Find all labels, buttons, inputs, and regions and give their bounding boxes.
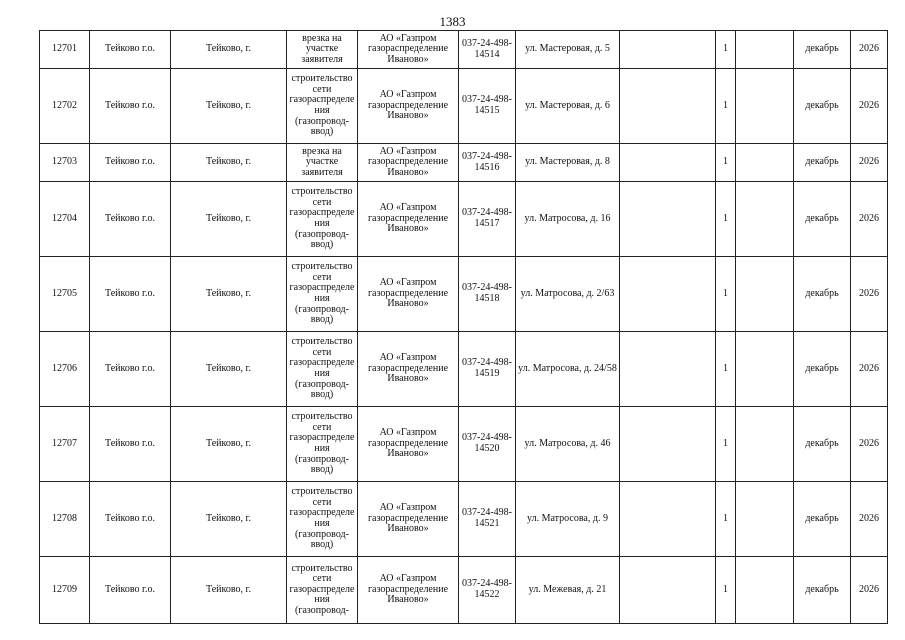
- organization-cell: АО «Газпром газораспределение Иваново»: [358, 31, 459, 69]
- organization-cell: АО «Газпром газораспределение Иваново»: [358, 407, 459, 482]
- page-number: 1383: [439, 14, 466, 29]
- empty-cell: [736, 31, 794, 69]
- empty-cell: [736, 407, 794, 482]
- table-row: [40, 332, 888, 407]
- empty-cell: [620, 332, 716, 407]
- address-cell: ул. Матросова, д. 9: [516, 482, 620, 557]
- month-cell: декабрь: [794, 69, 851, 144]
- locality-cell: Тейково, г.: [171, 144, 287, 182]
- table-row: [40, 482, 888, 557]
- quantity-cell: 1: [716, 69, 736, 144]
- district-cell: Тейково г.о.: [90, 31, 171, 69]
- table-row: [40, 31, 888, 69]
- work-type-cell: врезка на участке заявителя: [287, 31, 358, 69]
- organization-cell: АО «Газпром газораспределение Иваново»: [358, 332, 459, 407]
- locality-cell: Тейково, г.: [171, 407, 287, 482]
- locality-cell: Тейково, г.: [171, 182, 287, 257]
- code-cell: 037-24-498-14520: [459, 407, 516, 482]
- row-id: 12705: [40, 257, 90, 332]
- row-id: 12703: [40, 144, 90, 182]
- row-id: 12707: [40, 407, 90, 482]
- month-cell: декабрь: [794, 482, 851, 557]
- address-cell: ул. Мастеровая, д. 5: [516, 31, 620, 69]
- locality-cell: Тейково, г.: [171, 557, 287, 624]
- row-id: 12702: [40, 69, 90, 144]
- code-cell: 037-24-498-14516: [459, 144, 516, 182]
- empty-cell: [620, 31, 716, 69]
- quantity-cell: 1: [716, 332, 736, 407]
- quantity-cell: 1: [716, 144, 736, 182]
- empty-cell: [736, 482, 794, 557]
- table-row: [40, 407, 888, 482]
- row-id: 12706: [40, 332, 90, 407]
- address-cell: ул. Мастеровая, д. 8: [516, 144, 620, 182]
- work-type-cell: строительство сети газораспределения (газопровод-ввод): [287, 69, 358, 144]
- locality-cell: Тейково, г.: [171, 69, 287, 144]
- code-cell: 037-24-498-14522: [459, 557, 516, 624]
- month-cell: декабрь: [794, 332, 851, 407]
- work-type-cell: строительство сети газораспределения (газопровод-ввод): [287, 482, 358, 557]
- work-type-cell: строительство сети газораспределения (газопровод-ввод): [287, 182, 358, 257]
- year-cell: 2026: [851, 482, 888, 557]
- year-cell: 2026: [851, 557, 888, 624]
- district-cell: Тейково г.о.: [90, 557, 171, 624]
- table-row: [40, 557, 888, 624]
- table-row: [40, 257, 888, 332]
- year-cell: 2026: [851, 144, 888, 182]
- locality-cell: Тейково, г.: [171, 482, 287, 557]
- code-cell: 037-24-498-14514: [459, 31, 516, 69]
- district-cell: Тейково г.о.: [90, 69, 171, 144]
- empty-cell: [736, 332, 794, 407]
- district-cell: Тейково г.о.: [90, 332, 171, 407]
- address-cell: ул. Матросова, д. 16: [516, 182, 620, 257]
- organization-cell: АО «Газпром газораспределение Иваново»: [358, 257, 459, 332]
- quantity-cell: 1: [716, 257, 736, 332]
- year-cell: 2026: [851, 69, 888, 144]
- address-cell: ул. Матросова, д. 24/58: [516, 332, 620, 407]
- organization-cell: АО «Газпром газораспределение Иваново»: [358, 182, 459, 257]
- empty-cell: [620, 144, 716, 182]
- empty-cell: [736, 557, 794, 624]
- year-cell: 2026: [851, 257, 888, 332]
- year-cell: 2026: [851, 407, 888, 482]
- quantity-cell: 1: [716, 31, 736, 69]
- organization-cell: АО «Газпром газораспределение Иваново»: [358, 144, 459, 182]
- district-cell: Тейково г.о.: [90, 144, 171, 182]
- quantity-cell: 1: [716, 407, 736, 482]
- table-row: [40, 69, 888, 144]
- district-cell: Тейково г.о.: [90, 182, 171, 257]
- month-cell: декабрь: [794, 407, 851, 482]
- empty-cell: [620, 182, 716, 257]
- quantity-cell: 1: [716, 482, 736, 557]
- row-id: 12708: [40, 482, 90, 557]
- month-cell: декабрь: [794, 557, 851, 624]
- row-id: 12704: [40, 182, 90, 257]
- month-cell: декабрь: [794, 144, 851, 182]
- code-cell: 037-24-498-14515: [459, 69, 516, 144]
- quantity-cell: 1: [716, 182, 736, 257]
- address-cell: ул. Матросова, д. 2/63: [516, 257, 620, 332]
- district-cell: Тейково г.о.: [90, 407, 171, 482]
- month-cell: декабрь: [794, 31, 851, 69]
- empty-cell: [620, 257, 716, 332]
- code-cell: 037-24-498-14517: [459, 182, 516, 257]
- empty-cell: [736, 69, 794, 144]
- quantity-cell: 1: [716, 557, 736, 624]
- district-cell: Тейково г.о.: [90, 482, 171, 557]
- work-type-cell: строительство сети газораспределения (газопровод-: [287, 557, 358, 624]
- month-cell: декабрь: [794, 257, 851, 332]
- empty-cell: [736, 257, 794, 332]
- address-cell: ул. Межевая, д. 21: [516, 557, 620, 624]
- row-id: 12709: [40, 557, 90, 624]
- work-type-cell: строительство сети газораспределения (газопровод-ввод): [287, 257, 358, 332]
- work-type-cell: строительство сети газораспределения (газопровод-ввод): [287, 407, 358, 482]
- address-cell: ул. Мастеровая, д. 6: [516, 69, 620, 144]
- code-cell: 037-24-498-14519: [459, 332, 516, 407]
- address-cell: ул. Матросова, д. 46: [516, 407, 620, 482]
- district-cell: Тейково г.о.: [90, 257, 171, 332]
- organization-cell: АО «Газпром газораспределение Иваново»: [358, 482, 459, 557]
- locality-cell: Тейково, г.: [171, 31, 287, 69]
- empty-cell: [620, 69, 716, 144]
- organization-cell: АО «Газпром газораспределение Иваново»: [358, 557, 459, 624]
- table-row: [40, 144, 888, 182]
- empty-cell: [620, 407, 716, 482]
- row-id: 12701: [40, 31, 90, 69]
- code-cell: 037-24-498-14518: [459, 257, 516, 332]
- month-cell: декабрь: [794, 182, 851, 257]
- empty-cell: [736, 144, 794, 182]
- year-cell: 2026: [851, 332, 888, 407]
- table-body: [40, 31, 888, 624]
- locality-cell: Тейково, г.: [171, 257, 287, 332]
- empty-cell: [736, 182, 794, 257]
- gas-connection-table: [39, 30, 888, 624]
- locality-cell: Тейково, г.: [171, 332, 287, 407]
- empty-cell: [620, 557, 716, 624]
- empty-cell: [620, 482, 716, 557]
- year-cell: 2026: [851, 182, 888, 257]
- work-type-cell: строительство сети газораспределения (газопровод-ввод): [287, 332, 358, 407]
- table-row: [40, 182, 888, 257]
- organization-cell: АО «Газпром газораспределение Иваново»: [358, 69, 459, 144]
- year-cell: 2026: [851, 31, 888, 69]
- work-type-cell: врезка на участке заявителя: [287, 144, 358, 182]
- code-cell: 037-24-498-14521: [459, 482, 516, 557]
